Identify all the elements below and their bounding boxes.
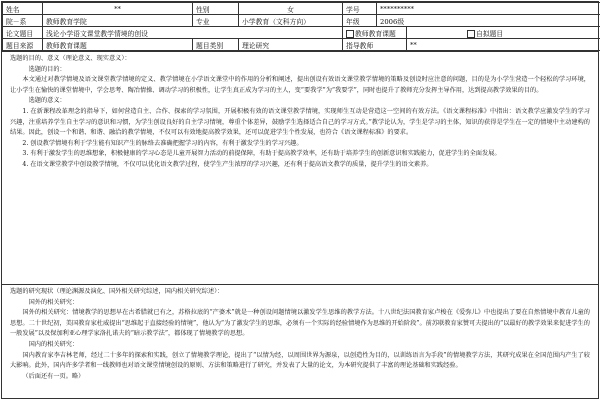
significance-paragraph-1: 1. 在新课程改革理念的指导下，如何营造自主、合作、探索的学习氛围，开展积极有效的语文课堂教学情境，实现师生互动是营造这一空间的有效方法。《语文课程标准》中指出：语文教学应激发学生的学习兴趣，注重培养学生自主学习的意识和习惯，为学生创设良好的自主学习情境，尊重个体差异，鼓励学生选择适合自己的学习方式。”教学论认为，学生是学习的主体，知识的获得是学生在一定的情境中主动建构的结果。因此，创设一个和谐、和谐、融洽的教学情境，不仅可以有效地提高教学效果，还可以促进学生个性发展，也符合《语文课程标准》的要求。: [10, 107, 590, 137]
thesis-title-label: 论文题目: [3, 27, 43, 39]
grade-label: 年级: [343, 15, 377, 27]
significance-paragraph-2: 2. 创设教学情境有利于学生能有知识产生的脉络去准确把握学习的内容，有利于激发学生的学习兴趣。: [22, 139, 303, 147]
student-id-value: **********: [377, 3, 600, 15]
significance-subheading: 选题的意义：: [28, 97, 66, 105]
purpose-heading: 选题的目的、意义（理论意义、现实意义）：: [10, 55, 131, 62]
gender-label: 性别: [193, 3, 239, 15]
continued-note: （后面还有一页。略）: [22, 372, 85, 380]
significance-paragraph-4: 4. 在语文课堂教学中创设教学情境，不仅可以优化语文教学过程，使学生产生浓厚的学习兴趣，还有利于提高语文教学的质量，提升学生的语文素养。: [22, 160, 433, 168]
type-option-1-label: 教师教育课题: [355, 29, 396, 38]
major-label: 专业: [193, 15, 239, 27]
name-value: **: [43, 3, 193, 15]
significance-paragraph-3: 3. 有利于激发学生的思维想象，积极健康的学习心态是儿童开展智力活动的前提保障，有助于提高教学效率，还有助于培养学生的创新意识和实践能力，促进学生的全面发展。: [22, 150, 501, 158]
type-option-2-label: 自拟题目: [476, 29, 504, 38]
source-label: 题目来源: [3, 39, 43, 51]
grade-value: 2006级: [377, 15, 600, 27]
purpose-subheading: 选题的目的：: [28, 65, 66, 73]
domestic-research-subheading: 国内的相关研究：: [28, 340, 79, 348]
domestic-research-paragraph: 国内教育家李吉林老师，经过二十多年的探索和实践，创立了情境教学理论，提出了“以情为经，以周围世界为源泉，以创造性为目的，以训练语言为手段”的情境教学方法，其研究成果在全国范围内产生了较大影响。此外，国内许多学者和一线教师也对语文课堂情境创设的原则、方法和策略进行了研究，并发表了大量的论文，为本研究提供了丰富的理论基础和实践经验。: [10, 351, 590, 370]
proposal-form: [1, 1, 599, 399]
purpose-section: [2, 51, 598, 284]
department-label: 院－系: [3, 15, 43, 27]
nature-value: 理论研究: [239, 39, 343, 51]
major-value: 小学教育（文科方向）: [239, 15, 343, 27]
foreign-research-subheading: 国外的相关研究：: [28, 298, 79, 306]
type-option-1[interactable]: [343, 27, 407, 39]
name-label: 姓名: [3, 3, 43, 15]
research-status-heading: 选题的研究现状（理论渊源及演化、国外相关研究综述，国内相关研究综述）：: [10, 288, 224, 295]
thesis-title-value: 浅论小学语文课堂教学情境的创设: [43, 27, 343, 39]
research-status-section: [2, 284, 598, 401]
department-value: 教师教育学院: [43, 15, 193, 27]
checkbox-icon: [346, 30, 354, 38]
advisor-label: 指导教师: [343, 39, 407, 51]
checkbox-icon: [467, 30, 475, 38]
nature-label: 题目类别: [193, 39, 239, 51]
student-info-table: [2, 2, 600, 51]
advisor-value: **: [407, 39, 600, 51]
type-option-2[interactable]: [407, 27, 600, 39]
foreign-research-paragraph: 国外的相关研究：情境教学的思想早在古希腊就已有之，苏格拉底的“产婆术”就是一种创设问题情境以激发学生思维的教学方法。十八世纪法国教育家卢梭在《爱弥儿》中也提出了要在自然情境中教育儿童的思想。二十世纪初，美国教育家杜威提出“思维起于直接经验的情境”，他认为“为了激发学生的思维，必须有一个实际的经验情境作为思维的开始阶段”。前苏联教育家赞可夫提出的“以最好的教学效果来促进学生的一般发展”以及保加利亚心理学家洛扎诺夫的“暗示教学法”，都体现了情境教学的思想。: [10, 309, 590, 338]
purpose-paragraph: 本文通过对教学情境及语文课堂教学情境的定义、教学情境在小学语文课堂中的作用的分析和阐述，提出创设有效语文课堂教学情境的策略及创设时应注意的问题，目的是为小学生营造一个轻松的学习环境，让小学生在愉快的课堂情境中，学会思考、陶冶情操、调动学习的积极性，让学生真正成为学习的主人，变“要我学”为“我要学”，同时也提升了教师充分发挥主导作用，达到提高教学效果的目的。: [10, 76, 590, 94]
student-id-label: 学号: [343, 3, 377, 15]
source-value: 教师教育课题: [43, 39, 193, 51]
gender-value: 女: [239, 3, 343, 15]
